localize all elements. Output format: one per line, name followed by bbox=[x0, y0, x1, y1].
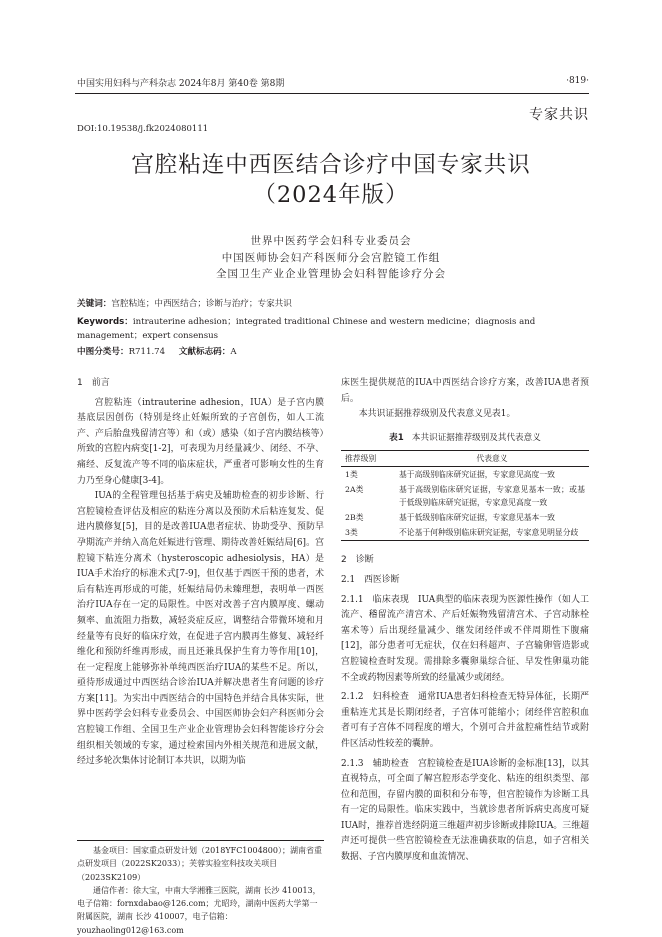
page-number: ·819· bbox=[566, 76, 589, 86]
article-title bbox=[0, 150, 662, 210]
doi: DOI:10.19538/j.fk2024080111 bbox=[77, 124, 209, 134]
section-tag: 专家共识 bbox=[529, 107, 589, 123]
table-cell: 基于低级别临床研究证据，专家意见基本一致 bbox=[399, 513, 555, 523]
funding-note: 基金项目：国家重点研发计划（2018YFC1004800）；湖南省重点研发项目（2022SK2033）；芙蓉实验室科技攻关项目（2023SK2109） bbox=[77, 846, 322, 882]
table-row bbox=[341, 482, 589, 510]
author-group: 全国卫生产业企业管理协会妇科智能诊疗分会 bbox=[216, 268, 446, 280]
right-column bbox=[341, 376, 589, 866]
table-caption bbox=[341, 431, 589, 447]
table-cell: 2A类 bbox=[345, 485, 364, 495]
keywords-cn-text: 宫腔粘连；中西医结合；诊断与治疗；专家共识 bbox=[111, 299, 292, 309]
table-cell: 不论基于何种级别临床研究证据，专家意见明显分歧 bbox=[395, 525, 589, 541]
clc-label: 中图分类号： bbox=[77, 347, 129, 357]
table-cell: 基于高级别临床研究证据，专家意见高度一致 bbox=[399, 470, 555, 480]
running-head: 中国实用妇科与产科杂志 2024年8月 第40卷 第8期 bbox=[77, 79, 285, 89]
section-heading-diagnosis: 2 诊断 bbox=[341, 555, 374, 566]
title-line-1: 宫腔粘连中西医结合诊疗中国专家共识 bbox=[131, 152, 531, 178]
author-group: 中国医师协会妇产科医师分会宫腔镜工作组 bbox=[221, 251, 441, 264]
table-header-row bbox=[341, 451, 589, 467]
body-paragraph: 2.1.1 临床表现 IUA典型的临床表现为医源性操作（如人工流产、稽留流产清宫术、产后妊娠物残留清宫术、子宫动脉栓塞术等）后出现经量减少、继发闭经伴或不伴周期性下腹痛[12]，部分患者可无症状，仅在妇科超声、子宫输卵管造影或宫腔镜检查时发现。需排除多囊卵巢综合征、早发性卵巢功能不全或药物因素等所致的经量减少或闭经。 bbox=[341, 594, 589, 683]
evidence-table bbox=[341, 450, 589, 541]
doc-code-value: A bbox=[230, 347, 237, 357]
body-paragraph: 床医生提供规范的IUA中西医结合诊疗方案，改善IUA患者预后。 bbox=[341, 378, 589, 404]
table-row bbox=[341, 525, 589, 541]
table-row bbox=[341, 467, 589, 483]
table-row bbox=[341, 510, 589, 525]
left-column bbox=[77, 376, 324, 770]
doc-code-label: 文献标志码： bbox=[178, 347, 231, 357]
body-paragraph: 本共识证据推荐级别及代表意义见表1。 bbox=[358, 409, 516, 420]
keywords-cn bbox=[77, 297, 589, 311]
table-cell: 2B类 bbox=[345, 513, 364, 523]
table-header: 代表意义 bbox=[395, 451, 589, 467]
body-paragraph: 宫腔粘连（intrauterine adhesion，IUA）是子宫内膜基底层因创伤（特别是终止妊娠所致的子宫创伤，如人工流产、产后胎盘残留清宫等）和（或）感染（如子宫内膜结核等）所致的宫腔内病变[1-2]，可表现为月经量减少、闭经、不孕、痛经、反复流产等不同的临床症状，严重者可影响女性的生育力乃至身心健康[3-4]。 bbox=[77, 397, 324, 486]
keywords-cn-label: 关键词： bbox=[77, 299, 112, 309]
body-paragraph: 2.1.2 妇科检查 通常IUA患者妇科检查无特异体征，长期严重粘连尤其是长期闭经者，子宫体可能缩小；闭经伴宫腔积血者可有子宫体不同程度的增大，个别可合并盆腔痛性结节或附件区活动性较差的囊肿。 bbox=[341, 692, 589, 749]
correspondence-note: 通信作者：徐大宝，中南大学湘雅三医院，湖南 长沙 410013，电子信箱：fornxdabao@126.com；尤昭玲，湖南中医药大学第一附属医院，湖南 长沙 410007，电子信箱：youzhaoling012@163.com bbox=[77, 885, 321, 935]
keywords-en-text: intrauterine adhesion；integrated traditional Chinese and western medicine；diagnosis and management；expert consensus bbox=[77, 317, 536, 341]
body-paragraph: 2.1.3 辅助检查 宫腔镜检查是IUA诊断的金标准[13]，以其直视特点，可全面了解宫腔形态学变化、粘连的组织类型、部位和范围，存留内膜的面积和分布等，但宫腔镜作为诊断工具有一定的局限性。临床实践中，当就诊患者所诉病史高度可疑IUA时，推荐首选经阴道三维超声初步诊断或排除IUA。三维超声还可提供一些宫腔镜检查无法准确获取的信息，如子宫相关数据、子宫内膜厚度和血流情况、 bbox=[341, 758, 589, 863]
table-cell: 1类 bbox=[345, 470, 358, 480]
clc-value: R711.74 bbox=[128, 347, 166, 357]
title-line-2: （2024年版） bbox=[253, 182, 409, 208]
table-header: 推荐级别 bbox=[341, 451, 395, 467]
subsection-heading: 2.1 西医诊断 bbox=[341, 574, 400, 585]
keywords-en bbox=[77, 315, 589, 343]
classification bbox=[77, 345, 589, 359]
footnote bbox=[77, 840, 324, 937]
author-group: 世界中医药学会妇科专业委员会 bbox=[250, 235, 412, 247]
keywords-en-label: Keywords： bbox=[77, 317, 133, 327]
table-number: 表1 bbox=[389, 432, 404, 443]
author-groups bbox=[0, 233, 662, 283]
table-cell: 基于高级别临床研究证据，专家意见基本一致；或基于低级别临床研究证据，专家意见高度一致 bbox=[399, 485, 585, 508]
header-rule bbox=[75, 93, 589, 94]
body-paragraph: IUA的全程管理包括基于病史及辅助检查的初步诊断、行宫腔镜检查评估及相应的粘连分离以及预防术后粘连复发、促进内膜修复[5]，目的是改善IUA患者症状、协助受孕、预防早孕期流产并纳入高危妊娠进行管理、期待改善妊娠结局[6]。宫腔镜下粘连分离术（hysteroscopic adhesiolysis，HA）是IUA手术治疗的标准术式[7-9]，但仅基于西医干预的患者，术后有粘连再形成的可能，妊娠结局仍未臻理想，表明单一西医治疗IUA存在一定的局限性。中医对改善子宫内膜厚度、螺动频率、血流阻力指数，减轻炎症反应，调整结合带微环境和月经量等有良好的临床疗效，在促进子宫内膜再生修复、减轻纤维化和预防纤维再形成，而且还兼具保护生育力等作用[10]，在一定程度上能够弥补单纯西医治疗IUA的某些不足。所以，亟待形成通过中西医结合诊治IUA并解决患者生育问题的诊疗方案[11]。为实出中西医结合的中国特色并结合具体实际，世界中医药学会妇科专业委员会、中国医师协会妇产科医师分会宫腔镜工作组、全国卫生产业企业管理协会妇科智能诊疗分会组织相关领域的专家，通过检索国内外相关规范和进展文献，经过多轮次集体讨论制订本共识，以期为临 bbox=[77, 491, 324, 767]
table-cell: 3类 bbox=[341, 525, 395, 541]
section-heading-preface: 1 前言 bbox=[77, 378, 110, 388]
table-caption-text: 本共识证据推荐级别及其代表意义 bbox=[411, 432, 541, 443]
